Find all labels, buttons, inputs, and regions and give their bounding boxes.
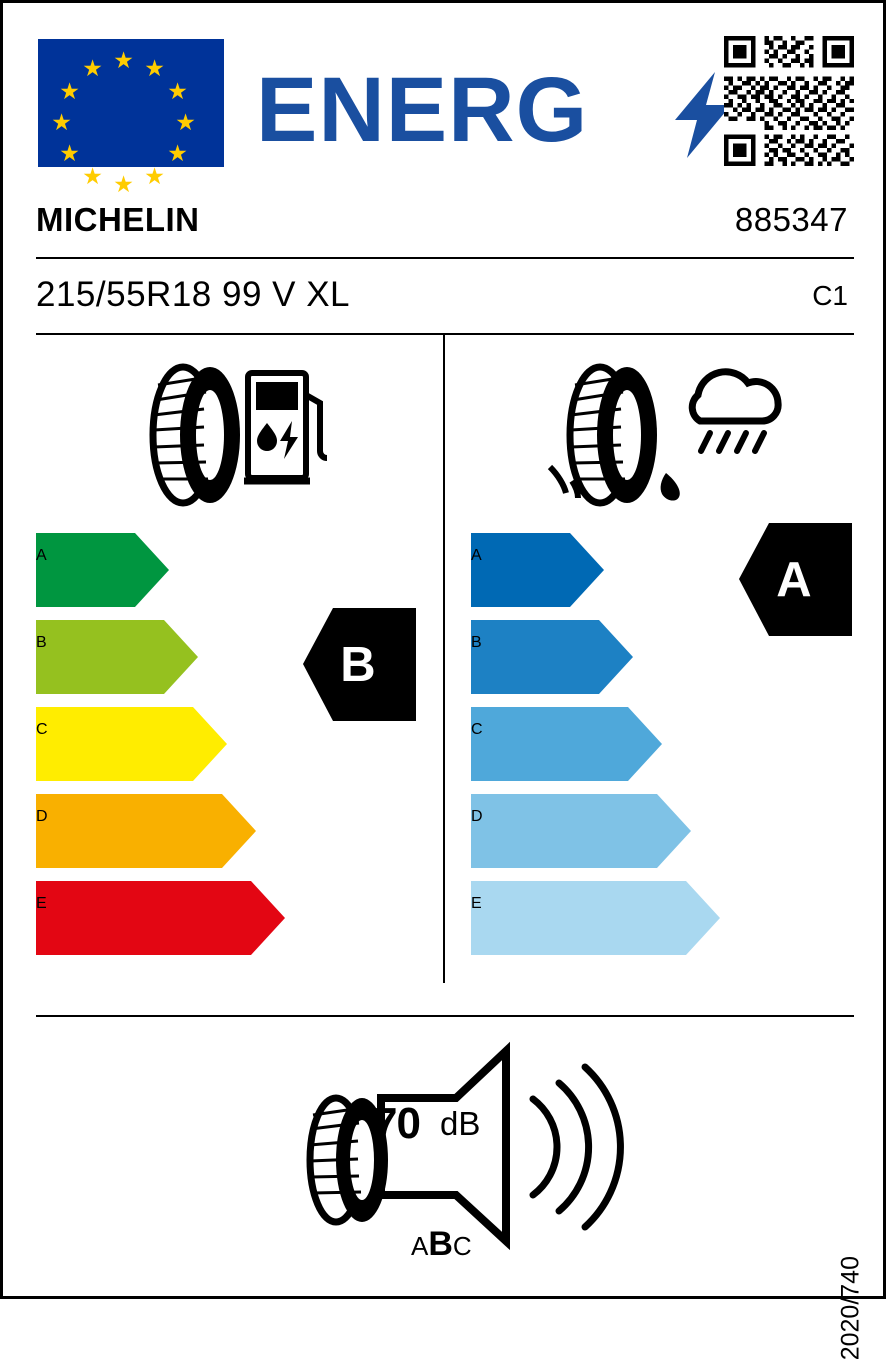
regulation-reference: 2020/740	[836, 1256, 864, 1360]
tyre-class: C1	[812, 280, 848, 311]
sound-waves-icon	[533, 1067, 620, 1227]
tyre-size: 215/55R18 99 V XL	[36, 275, 351, 314]
fuel-grade-letter: B	[340, 637, 376, 692]
arrow-shape	[471, 881, 720, 955]
wet-grade-letter: D	[471, 808, 483, 825]
noise-class-a: A	[411, 1231, 429, 1261]
divider-below-size	[36, 333, 854, 335]
arrow-shape	[36, 707, 227, 781]
wet-grade-letter: B	[471, 634, 482, 651]
divider-top	[36, 257, 854, 259]
label-code: 885347	[734, 201, 848, 238]
rain-cloud-icon	[692, 372, 778, 451]
wet-grip-pictogram	[538, 355, 788, 515]
arrow-shape	[471, 794, 691, 868]
lightning-bolt-icon	[675, 72, 731, 158]
fuel-grade-letter: C	[36, 721, 48, 738]
fuel-efficiency-pictogram	[128, 355, 328, 515]
tyre-icon	[153, 367, 240, 503]
energ-wordmark: ENERG	[256, 59, 589, 161]
fuel-selected-grade	[303, 608, 416, 721]
noise-class-row	[411, 1225, 472, 1264]
wet-selected-grade	[739, 523, 852, 636]
noise-class-c: C	[452, 1231, 472, 1261]
noise-value: 70	[373, 1099, 420, 1148]
qr-code-icon	[724, 36, 854, 166]
fuel-drop-icon	[257, 421, 298, 459]
wet-grade-letter: A	[776, 552, 812, 607]
divider-above-noise	[36, 1015, 854, 1017]
noise-class-b: B	[428, 1225, 453, 1263]
divider-vertical	[443, 333, 445, 983]
arrow-shape	[471, 533, 604, 607]
wet-grade-letter: E	[471, 895, 482, 912]
fuel-grade-letter: E	[36, 895, 47, 912]
wet-grade-letter: C	[471, 721, 483, 738]
tyre-icon	[570, 367, 657, 503]
arrow-shape	[36, 533, 169, 607]
arrow-shape	[471, 620, 633, 694]
fuel-grade-letter: D	[36, 808, 48, 825]
eu-flag-icon: ★ ★ ★ ★ ★ ★ ★ ★ ★ ★ ★ ★	[38, 39, 224, 167]
arrow-shape	[471, 707, 662, 781]
fuel-pump-icon	[244, 373, 327, 481]
fuel-grade-letter: B	[36, 634, 47, 651]
arrow-shape	[36, 881, 285, 955]
arrow-shape	[36, 794, 256, 868]
noise-unit: dB	[440, 1105, 481, 1142]
arrow-shape	[36, 620, 198, 694]
fuel-grade-letter: A	[36, 547, 47, 564]
wet-grade-letter: A	[471, 547, 482, 564]
label-header	[38, 36, 854, 197]
brand-name: MICHELIN	[36, 201, 200, 238]
